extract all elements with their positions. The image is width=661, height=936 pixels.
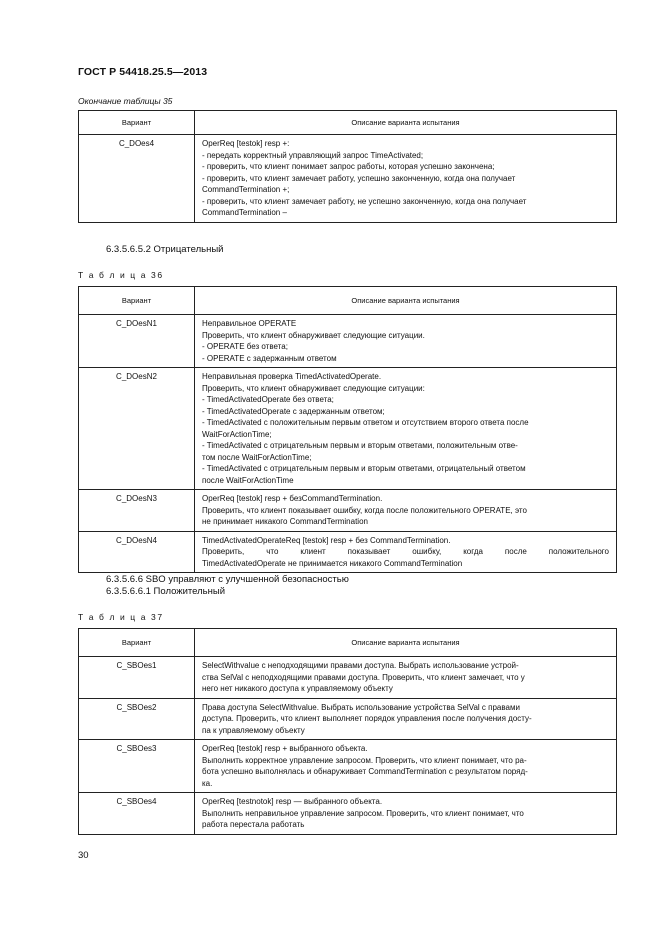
description-line: ка.	[202, 778, 213, 788]
column-header-description: Описание варианта испытания	[195, 287, 617, 315]
description-line: Проверить, что клиент показывает ошибку, когда после положительного	[202, 547, 609, 556]
description-cell	[195, 368, 617, 490]
description-line: Проверить, что клиент обнаруживает следующие ситуации:	[202, 383, 425, 393]
description-line: - OPERATE с задержанным ответом	[202, 353, 337, 363]
description-line: после WaitForActionTime	[202, 475, 294, 485]
table-row	[79, 368, 617, 490]
table-row	[79, 135, 617, 223]
description-line: него нет никакого доступа к управляемому объекту	[202, 684, 393, 693]
description-cell	[195, 135, 617, 223]
table-row	[79, 490, 617, 532]
page-number: 30	[78, 850, 89, 861]
description-cell	[195, 531, 617, 573]
description-line: SelectWithvalue с неподходящими правами доступа. Выбрать использование устрой-	[202, 661, 519, 670]
description-line: - проверить, что клиент понимает запрос работы, которая успешно закончена;	[202, 162, 495, 171]
description-line: - OPERATE без ответа;	[202, 342, 288, 351]
description-line: не принимает никакого CommandTermination	[202, 517, 368, 526]
variant-cell: C_SBOes4	[79, 793, 195, 835]
description-cell	[195, 740, 617, 793]
description-line: Неправильное OPERATE	[202, 319, 297, 328]
description-line: доступа. Проверить, что клиент выполняет порядок управления после получения досту-	[202, 714, 532, 723]
variant-cell: C_DOesN3	[79, 490, 195, 532]
variant-cell: C_DOesN1	[79, 315, 195, 368]
column-header-description: Описание варианта испытания	[195, 111, 617, 135]
description-line: Проверить, что клиент показывает ошибку, когда после положительного OPERATE, это	[202, 505, 527, 515]
table-header-row	[79, 111, 617, 135]
description-cell	[195, 490, 617, 532]
description-line: OperReq [testok] resp + безCommandTermination.	[202, 494, 383, 503]
table-36	[78, 286, 617, 573]
variant-cell: C_SBOes3	[79, 740, 195, 793]
description-line: CommandTermination +;	[202, 185, 290, 194]
section-heading: 6.3.5.6.5.2 Отрицательный	[106, 244, 224, 255]
table-row	[79, 315, 617, 368]
description-line: WaitForActionTime;	[202, 429, 272, 439]
section-heading: 6.3.5.6.6.1 Положительный	[106, 586, 226, 597]
variant-cell: C_DOes4	[79, 135, 195, 223]
description-line: ства SelVal с неподходящими правами доступа. Проверить, что клиент замечает, что у	[202, 672, 525, 682]
description-cell	[195, 315, 617, 368]
column-header-variant: Вариант	[79, 629, 195, 657]
table-row	[79, 793, 617, 835]
description-line: Выполнить неправильное управление запросом. Проверить, что клиент понимает, что	[202, 808, 524, 818]
table-row	[79, 740, 617, 793]
description-cell	[195, 793, 617, 835]
table-row	[79, 698, 617, 740]
description-line: OperReq [testok] resp +:	[202, 139, 290, 148]
table-35-caption: Окончание таблицы 35	[78, 96, 173, 106]
description-line: Проверить, что клиент обнаруживает следующие ситуации.	[202, 330, 425, 340]
description-line: TimedActivatedOperate не принимается никакого CommandTermination	[202, 558, 463, 568]
table-header-row	[79, 629, 617, 657]
table-36-caption: Т а б л и ц а 36	[78, 270, 164, 280]
description-line: Выполнить корректное управление запросом. Проверить, что клиент понимает, что ра-	[202, 755, 527, 765]
table-35	[78, 110, 617, 223]
description-line: - проверить, что клиент замечает работу, не успешно законченную, когда она получает	[202, 196, 527, 206]
column-header-variant: Вариант	[79, 111, 195, 135]
table-row	[79, 657, 617, 699]
description-line: Неправильная проверка TimedActivatedOperate.	[202, 372, 382, 381]
description-line: Права доступа SelectWithvalue. Выбрать использование устройства SelVal с правами	[202, 702, 520, 712]
description-line: OperReq [testok] resp + выбранного объекта.	[202, 744, 368, 753]
description-line: - TimedActivated с отрицательным первым и вторым ответами, отрицательный ответом	[202, 464, 526, 473]
description-line: - TimedActivated с отрицательным первым и вторым ответами, положительным отве-	[202, 441, 518, 450]
variant-cell: C_SBOes1	[79, 657, 195, 699]
table-row	[79, 531, 617, 573]
description-line: - проверить, что клиент замечает работу, успешно законченную, когда она получает	[202, 173, 516, 183]
description-cell	[195, 698, 617, 740]
description-cell	[195, 657, 617, 699]
description-line: TimedActivatedOperateReq [testok] resp + без CommandTermination.	[202, 535, 451, 545]
table-header-row	[79, 287, 617, 315]
description-line: OperReq [testnotok] resp — выбранного объекта.	[202, 797, 383, 806]
table-37	[78, 628, 617, 835]
variant-cell: C_SBOes2	[79, 698, 195, 740]
description-line: - TimedActivated с положительным первым ответом и отсутствием второго ответа после	[202, 418, 529, 427]
description-line: - TimedActivatedOperate с задержанным ответом;	[202, 406, 385, 416]
column-header-variant: Вариант	[79, 287, 195, 315]
description-line: CommandTermination –	[202, 208, 287, 217]
column-header-description: Описание варианта испытания	[195, 629, 617, 657]
description-line: бота успешно выполнялась и обнаруживает CommandTermination с результатом поряд-	[202, 767, 528, 776]
description-line: - TimedActivatedOperate без ответа;	[202, 395, 334, 404]
table-37-caption: Т а б л и ц а 37	[78, 612, 164, 622]
document-header: ГОСТ Р 54418.25.5—2013	[78, 66, 208, 78]
description-line: - передать корректный управляющий запрос TimeActivated;	[202, 150, 424, 160]
description-line: том после WaitForActionTime;	[202, 452, 312, 462]
description-line: работа перестала работать	[202, 820, 305, 829]
section-heading: 6.3.5.6.6 SBO управляют с улучшенной безопасностью	[106, 574, 349, 585]
variant-cell: C_DOesN2	[79, 368, 195, 490]
variant-cell: C_DOesN4	[79, 531, 195, 573]
description-line: па к управляемому объекту	[202, 725, 305, 735]
